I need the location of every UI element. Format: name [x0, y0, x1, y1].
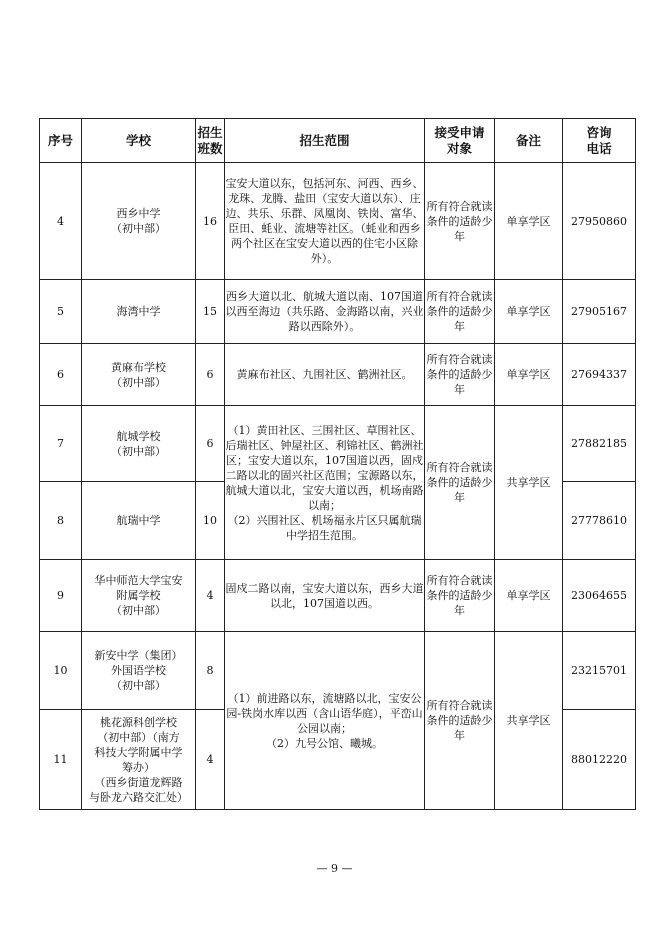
header-phone-line1: 咨询: [586, 124, 612, 140]
table-row: [40, 406, 636, 482]
phone-number: 27778610: [563, 482, 636, 560]
school-name-line: （初中部）: [111, 604, 166, 617]
header-applicant-line1: 接受申请: [434, 124, 485, 140]
school-name-line: 航瑞中学: [116, 514, 161, 527]
phone-number: 27694337: [563, 344, 636, 406]
school-name: [82, 163, 196, 280]
header-classes: [196, 119, 225, 163]
class-count: 8: [196, 632, 225, 710]
header-index: 序号: [40, 119, 82, 163]
class-count: 10: [196, 482, 225, 560]
phone-number: 27882185: [563, 406, 636, 482]
scope-line: （2）九号公馆、曦城。: [266, 736, 383, 750]
table-row: [40, 163, 636, 280]
admissions-table: [39, 118, 636, 810]
header-row: [40, 119, 636, 163]
school-name-line: （西乡街道龙辉路: [94, 775, 183, 789]
table-row: [40, 280, 636, 344]
header-remark: 备注: [495, 119, 563, 163]
class-count: 4: [196, 560, 225, 632]
header-classes-line2: 班数: [197, 140, 223, 156]
scope-line: （1）黄田社区、三围社区、草围社区、后瑞社区、钟屋社区、利锦社区、鹤洲社区；宝安大道以东，107国道以西，固戍二路以北的固兴社区范围；宝源路以东，航城大道以北，宝安大道以西，机场南路以南；: [225, 423, 424, 512]
eligible-applicants: 所有符合就读条件的适龄少年: [425, 344, 495, 406]
phone-number: 23064655: [563, 560, 636, 632]
scope-line: （2）兴围社区、机场福永片区只属航瑞中学招生范围。: [227, 513, 422, 542]
remark: 单享学区: [495, 344, 563, 406]
school-name-line: 黄麻布学校: [111, 360, 166, 374]
class-count: 4: [196, 710, 225, 810]
school-name-line: 西乡中学: [116, 207, 161, 220]
school-name-line: 与卧龙六路交汇处）: [89, 790, 188, 804]
school-name-line: 航城学校: [116, 429, 161, 443]
eligible-applicants: 所有符合就读条件的适龄少年: [425, 163, 495, 280]
school-name: [82, 482, 196, 560]
header-school: 学校: [82, 119, 196, 163]
school-name: [82, 344, 196, 406]
school-name-line: 筹办）: [122, 760, 155, 774]
header-phone: [563, 119, 636, 163]
header-applicant-line2: 对象: [446, 140, 472, 156]
enrollment-scope-shared: [225, 406, 425, 560]
table-row: [40, 560, 636, 632]
school-name-line: 海湾中学: [116, 305, 161, 318]
phone-number: 27905167: [563, 280, 636, 344]
phone-number: 23215701: [563, 632, 636, 710]
enrollment-scope: 固戍二路以南，宝安大道以东，西乡大道以北，107国道以西。: [225, 560, 425, 632]
school-name-line: 新安中学（集团）: [94, 649, 183, 662]
enrollment-scope: 宝安大道以东，包括河东、河西、西乡、龙珠、龙腾、盐田（宝安大道以东）、庄边、共乐、乐群、凤凰岗、铁岗、富华、臣田、蚝业、流塘等社区。（蚝业和西乡两个社区在宝安大道以西的住宅小区除外）。: [225, 163, 425, 280]
remark: 单享学区: [495, 560, 563, 632]
school-name-line: 桃花源科创学校: [100, 715, 177, 729]
row-index: 6: [40, 344, 82, 406]
table-row: [40, 632, 636, 710]
phone-number: 88012220: [563, 710, 636, 810]
phone-number: 27950860: [563, 163, 636, 280]
eligible-applicants: 所有符合就读条件的适龄少年: [425, 406, 495, 560]
enrollment-scope-shared: [225, 632, 425, 810]
school-name-line: 华中师范大学宝安: [94, 574, 183, 587]
header-scope: 招生范围: [225, 119, 425, 163]
school-name-line: 科技大学附属中学: [94, 745, 183, 759]
row-index: 10: [40, 632, 82, 710]
row-index: 5: [40, 280, 82, 344]
school-name-line: （初中部）: [111, 444, 166, 458]
remark: 单享学区: [495, 163, 563, 280]
remark: 共享学区: [495, 632, 563, 810]
school-name-line: 附属学校: [116, 589, 161, 602]
header-applicant: [425, 119, 495, 163]
enrollment-scope: 西乡大道以北、航城大道以南、107国道以西至海边（共乐路、金海路以南，兴业路以西除外）。: [225, 280, 425, 344]
school-name: [82, 560, 196, 632]
eligible-applicants: 所有符合就读条件的适龄少年: [425, 632, 495, 810]
class-count: 15: [196, 280, 225, 344]
school-name-line: （初中部）: [111, 222, 166, 235]
table-row: [40, 344, 636, 406]
school-name-line: 外国语学校: [111, 664, 166, 677]
school-name: [82, 632, 196, 710]
school-name-line: （初中部）（南方: [97, 730, 180, 744]
school-name: [82, 406, 196, 482]
eligible-applicants: 所有符合就读条件的适龄少年: [425, 560, 495, 632]
scope-line: （1）前进路以东，流塘路以北，宝安公园-铁岗水库以西（含山语华庭），平峦山公园以南；: [226, 691, 423, 735]
class-count: 6: [196, 344, 225, 406]
school-name: [82, 280, 196, 344]
remark: 单享学区: [495, 280, 563, 344]
page-number: — 9 —: [316, 862, 353, 875]
remark: 共享学区: [495, 406, 563, 560]
class-count: 16: [196, 163, 225, 280]
enrollment-scope: 黄麻布社区、九围社区、鹤洲社区。: [225, 344, 425, 406]
row-index: 4: [40, 163, 82, 280]
school-name-line: （初中部）: [111, 679, 166, 692]
class-count: 6: [196, 406, 225, 482]
row-index: 11: [40, 710, 82, 810]
row-index: 9: [40, 560, 82, 632]
header-phone-line2: 电话: [586, 140, 612, 156]
school-name: [82, 710, 196, 810]
row-index: 7: [40, 406, 82, 482]
eligible-applicants: 所有符合就读条件的适龄少年: [425, 280, 495, 344]
school-name-line: （初中部）: [111, 375, 166, 389]
row-index: 8: [40, 482, 82, 560]
header-classes-line1: 招生: [197, 124, 223, 140]
